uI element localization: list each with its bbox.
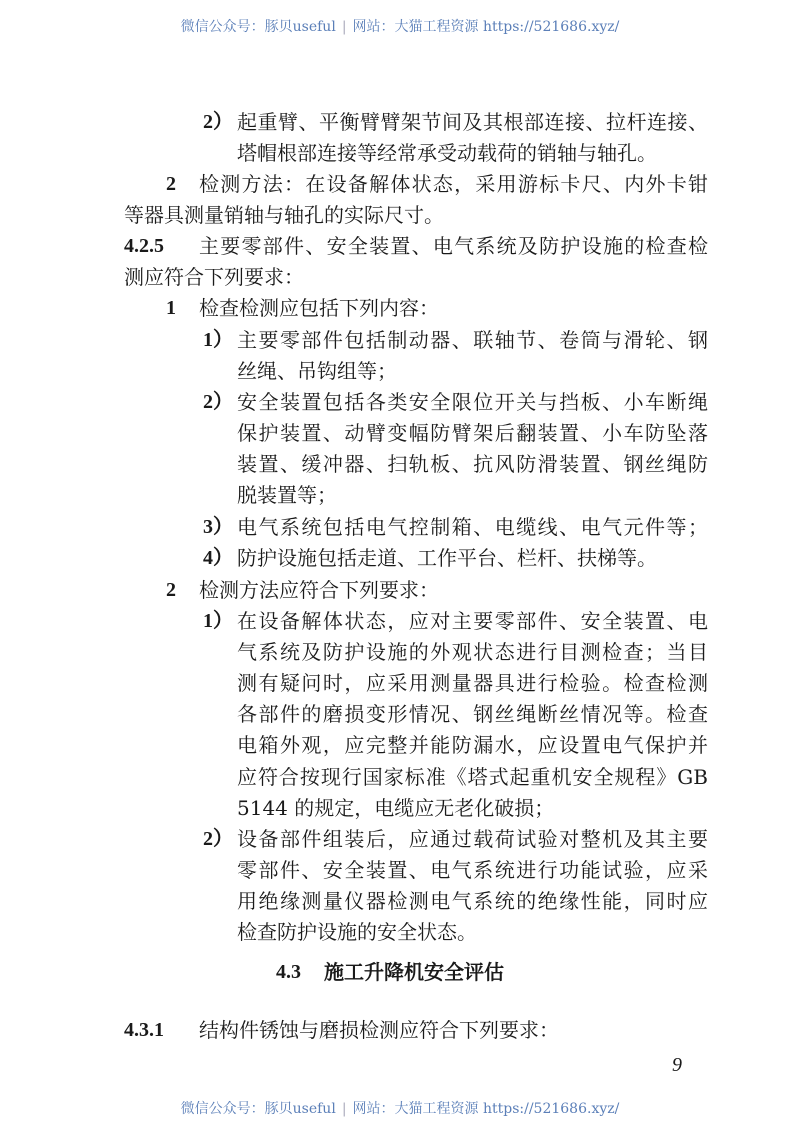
text-line: 测有疑问时，应采用测量器具进行检验。检查检测 — [237, 671, 708, 695]
text-line: 气系统及防护设施的外观状态进行目测检查；当目 — [237, 640, 708, 664]
watermark-bottom — [0, 1098, 800, 1118]
clause-number: 1 — [166, 297, 176, 319]
section-heading-number: 4.3 — [276, 961, 301, 983]
text-line: 在设备解体状态，应对主要零部件、安全装置、电 — [237, 609, 708, 633]
text-line: 测应符合下列要求： — [124, 265, 304, 289]
text-line: 主要零部件、安全装置、电气系统及防护设施的检查检 — [199, 234, 708, 258]
text-line: 检查防护设施的安全状态。 — [237, 920, 477, 944]
item-number: 2） — [203, 828, 233, 850]
text-line: 保护装置、动臂变幅防臂架后翻装置、小车防坠落 — [237, 421, 708, 445]
watermark-divider: | — [341, 19, 347, 35]
item-number: 2） — [203, 391, 233, 413]
text-line: 主要零部件包括制动器、联轴节、卷筒与滑轮、钢 — [237, 328, 708, 352]
item-number: 4） — [203, 547, 233, 569]
item-number: 1） — [203, 329, 233, 351]
text-line: 各部件的磨损变形情况、钢丝绳断丝情况等。检查 — [237, 702, 708, 726]
clause-number: 2 — [166, 173, 176, 195]
text-line: 脱装置等； — [237, 483, 337, 507]
text-line: 5144 的规定，电缆应无老化破损； — [237, 796, 555, 820]
text-line: 检测方法：在设备解体状态，采用游标卡尺、内外卡钳 — [199, 172, 708, 196]
watermark-site: 网站：大猫工程资源 https://521686.xyz/ — [352, 1101, 620, 1117]
text-line: 用绝缘测量仪器检测电气系统的绝缘性能，同时应 — [237, 889, 708, 913]
text-line: 结构件锈蚀与磨损检测应符合下列要求： — [199, 1018, 559, 1042]
text-line: 装置、缓冲器、扫轨板、抗风防滑装置、钢丝绳防 — [237, 452, 708, 476]
text-line: 等器具测量销轴与轴孔的实际尺寸。 — [124, 203, 444, 227]
text-line: 检查检测应包括下列内容： — [199, 296, 439, 320]
section-heading: 施工升降机安全评估 — [324, 960, 504, 984]
text-line: 电气系统包括电气控制箱、电缆线、电气元件等； — [237, 515, 708, 539]
text-line: 安全装置包括各类安全限位开关与挡板、小车断绳 — [237, 390, 708, 414]
watermark-wechat: 微信公众号：豚贝useful — [180, 19, 336, 35]
section-number: 4.3.1 — [124, 1019, 164, 1041]
text-line: 起重臂、平衡臂臂架节间及其根部连接、拉杆连接、 — [237, 110, 708, 134]
clause-number: 2 — [166, 579, 176, 601]
watermark-site: 网站：大猫工程资源 https://521686.xyz/ — [352, 19, 620, 35]
text-line: 应符合按现行国家标准《塔式起重机安全规程》GB — [237, 765, 708, 789]
text-line: 丝绳、吊钩组等； — [237, 359, 397, 383]
watermark-divider: | — [341, 1101, 347, 1117]
text-line: 设备部件组装后，应通过载荷试验对整机及其主要 — [237, 827, 708, 851]
section-number: 4.2.5 — [124, 235, 164, 257]
watermark-top — [0, 16, 800, 36]
text-line: 塔帽根部连接等经常承受动载荷的销轴与轴孔。 — [237, 141, 657, 165]
text-line: 防护设施包括走道、工作平台、栏杆、扶梯等。 — [237, 546, 657, 570]
item-number: 1） — [203, 610, 233, 632]
text-line: 电箱外观，应完整并能防漏水，应设置电气保护并 — [237, 733, 708, 757]
text-line: 检测方法应符合下列要求： — [199, 578, 439, 602]
text-line: 零部件、安全装置、电气系统进行功能试验，应采 — [237, 858, 708, 882]
item-number: 3） — [203, 516, 233, 538]
watermark-wechat: 微信公众号：豚贝useful — [180, 1101, 336, 1117]
item-number: 2） — [203, 111, 233, 133]
page-number: 9 — [672, 1054, 682, 1076]
